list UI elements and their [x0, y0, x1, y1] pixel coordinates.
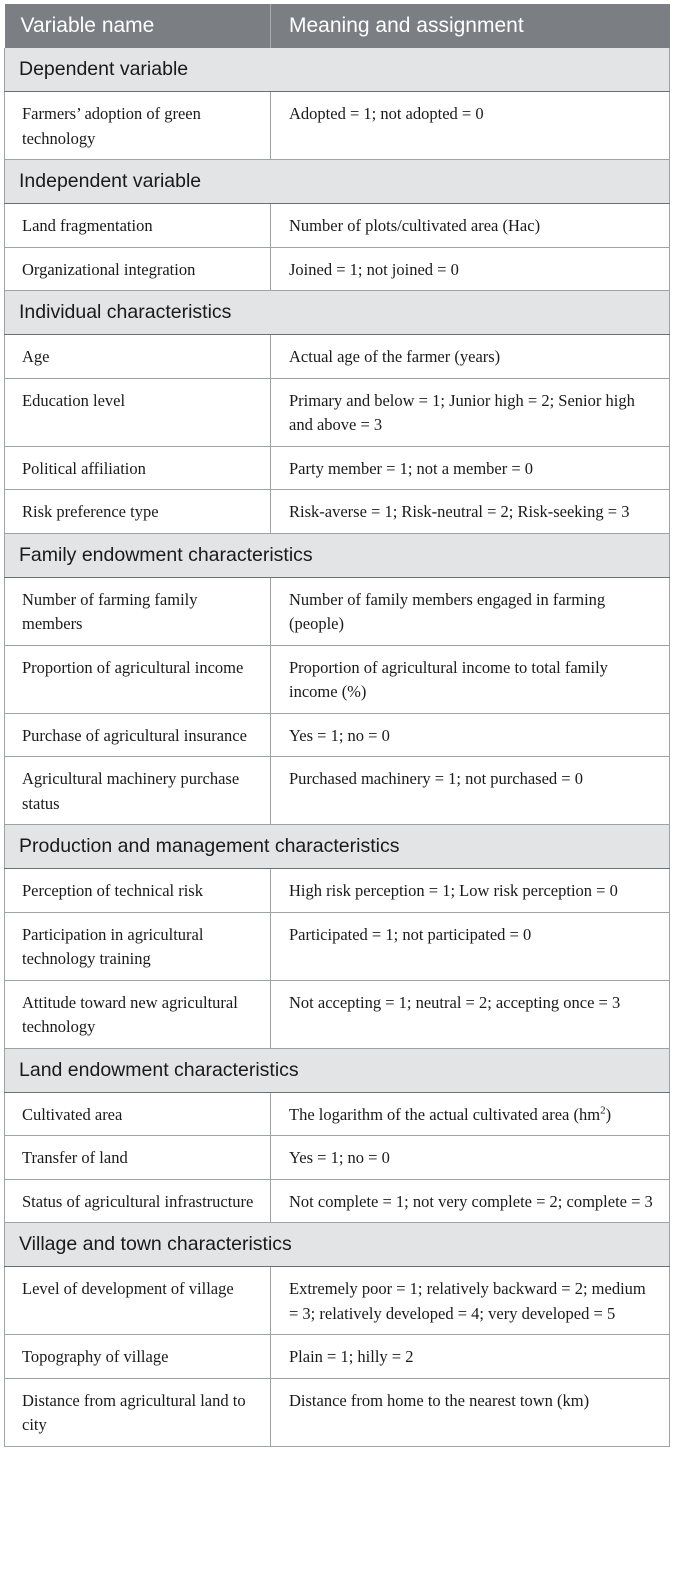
- section-row-individual-characteristics: [5, 291, 670, 335]
- variable-name-cell: Age: [5, 335, 271, 379]
- table-row: [5, 1267, 670, 1335]
- section-title: Family endowment characteristics: [5, 533, 670, 577]
- header-meaning-assignment: Meaning and assignment: [271, 4, 670, 48]
- table-row: [5, 869, 670, 913]
- section-title: Village and town characteristics: [5, 1223, 670, 1267]
- variable-name-cell: Proportion of agricultural income: [5, 645, 271, 713]
- table-row: [5, 378, 670, 446]
- table-row: [5, 446, 670, 490]
- meaning-assignment-cell: Party member = 1; not a member = 0: [271, 446, 670, 490]
- table-row: [5, 204, 670, 248]
- meaning-assignment-cell: [271, 1092, 670, 1136]
- table-row: [5, 1179, 670, 1223]
- header-variable-name: Variable name: [5, 4, 271, 48]
- section-title: Dependent variable: [5, 48, 670, 92]
- table-row: [5, 757, 670, 825]
- variable-name-cell: Purchase of agricultural insurance: [5, 713, 271, 757]
- section-title: Independent variable: [5, 160, 670, 204]
- variable-name-cell: Level of development of village: [5, 1267, 271, 1335]
- section-title: Production and management characteristics: [5, 825, 670, 869]
- section-row-dependent-variable: [5, 48, 670, 92]
- meaning-assignment-cell: High risk perception = 1; Low risk perception = 0: [271, 869, 670, 913]
- section-row-family-endowment-characteristics: [5, 533, 670, 577]
- variable-name-cell: Organizational integration: [5, 247, 271, 291]
- variable-name-cell: Political affiliation: [5, 446, 271, 490]
- meaning-assignment-cell: Number of plots/cultivated area (Hac): [271, 204, 670, 248]
- variable-name-cell: Transfer of land: [5, 1136, 271, 1180]
- variable-name-cell: Attitude toward new agricultural technology: [5, 980, 271, 1048]
- variable-name-cell: Distance from agricultural land to city: [5, 1378, 271, 1446]
- meaning-assignment-cell: Plain = 1; hilly = 2: [271, 1335, 670, 1379]
- table-row: [5, 980, 670, 1048]
- table-row: [5, 490, 670, 534]
- table-row: [5, 645, 670, 713]
- table-row: [5, 912, 670, 980]
- meaning-assignment-cell: Yes = 1; no = 0: [271, 713, 670, 757]
- meaning-assignment-cell: Primary and below = 1; Junior high = 2; Senior high and above = 3: [271, 378, 670, 446]
- variable-name-cell: Participation in agricultural technology training: [5, 912, 271, 980]
- meaning-assignment-cell: Risk-averse = 1; Risk-neutral = 2; Risk-seeking = 3: [271, 490, 670, 534]
- meaning-assignment-cell: Distance from home to the nearest town (km): [271, 1378, 670, 1446]
- meaning-text-tail: ): [605, 1104, 612, 1124]
- table-body: [5, 48, 670, 1446]
- section-row-village-and-town-characteristics: [5, 1223, 670, 1267]
- meaning-assignment-cell: Not accepting = 1; neutral = 2; accepting once = 3: [271, 980, 670, 1048]
- table-row: [5, 1378, 670, 1446]
- superscript: 2: [600, 1104, 606, 1116]
- meaning-assignment-cell: Joined = 1; not joined = 0: [271, 247, 670, 291]
- meaning-assignment-cell: Participated = 1; not participated = 0: [271, 912, 670, 980]
- table-row: [5, 1136, 670, 1180]
- variable-name-cell: Perception of technical risk: [5, 869, 271, 913]
- variable-name-cell: Land fragmentation: [5, 204, 271, 248]
- meaning-assignment-cell: Not complete = 1; not very complete = 2; complete = 3: [271, 1179, 670, 1223]
- meaning-assignment-cell: Proportion of agricultural income to total family income (%): [271, 645, 670, 713]
- table-header: [5, 4, 670, 48]
- meaning-assignment-cell: Adopted = 1; not adopted = 0: [271, 92, 670, 160]
- section-row-land-endowment-characteristics: [5, 1048, 670, 1092]
- variable-name-cell: Number of farming family members: [5, 577, 271, 645]
- meaning-text: The logarithm of the actual cultivated area (hm: [289, 1104, 601, 1124]
- section-row-production-and-management-characteristics: [5, 825, 670, 869]
- variable-name-cell: Topography of village: [5, 1335, 271, 1379]
- variable-name-cell: Risk preference type: [5, 490, 271, 534]
- variable-name-cell: Education level: [5, 378, 271, 446]
- variable-name-cell: Cultivated area: [5, 1092, 271, 1136]
- variable-name-cell: Farmers’ adoption of green technology: [5, 92, 271, 160]
- meaning-assignment-cell: Yes = 1; no = 0: [271, 1136, 670, 1180]
- variable-name-cell: Agricultural machinery purchase status: [5, 757, 271, 825]
- table-row: [5, 713, 670, 757]
- table-row: [5, 1092, 670, 1136]
- section-title: Land endowment characteristics: [5, 1048, 670, 1092]
- meaning-assignment-cell: Purchased machinery = 1; not purchased = 0: [271, 757, 670, 825]
- meaning-assignment-cell: Number of family members engaged in farming (people): [271, 577, 670, 645]
- variables-table: [4, 4, 670, 1447]
- meaning-assignment-cell: Actual age of the farmer (years): [271, 335, 670, 379]
- section-row-independent-variable: [5, 160, 670, 204]
- table-row: [5, 577, 670, 645]
- table-row: [5, 92, 670, 160]
- meaning-assignment-cell: Extremely poor = 1; relatively backward = 2; medium = 3; relatively developed = 4; very developed = 5: [271, 1267, 670, 1335]
- table-row: [5, 1335, 670, 1379]
- table-row: [5, 247, 670, 291]
- table-row: [5, 335, 670, 379]
- variable-name-cell: Status of agricultural infrastructure: [5, 1179, 271, 1223]
- section-title: Individual characteristics: [5, 291, 670, 335]
